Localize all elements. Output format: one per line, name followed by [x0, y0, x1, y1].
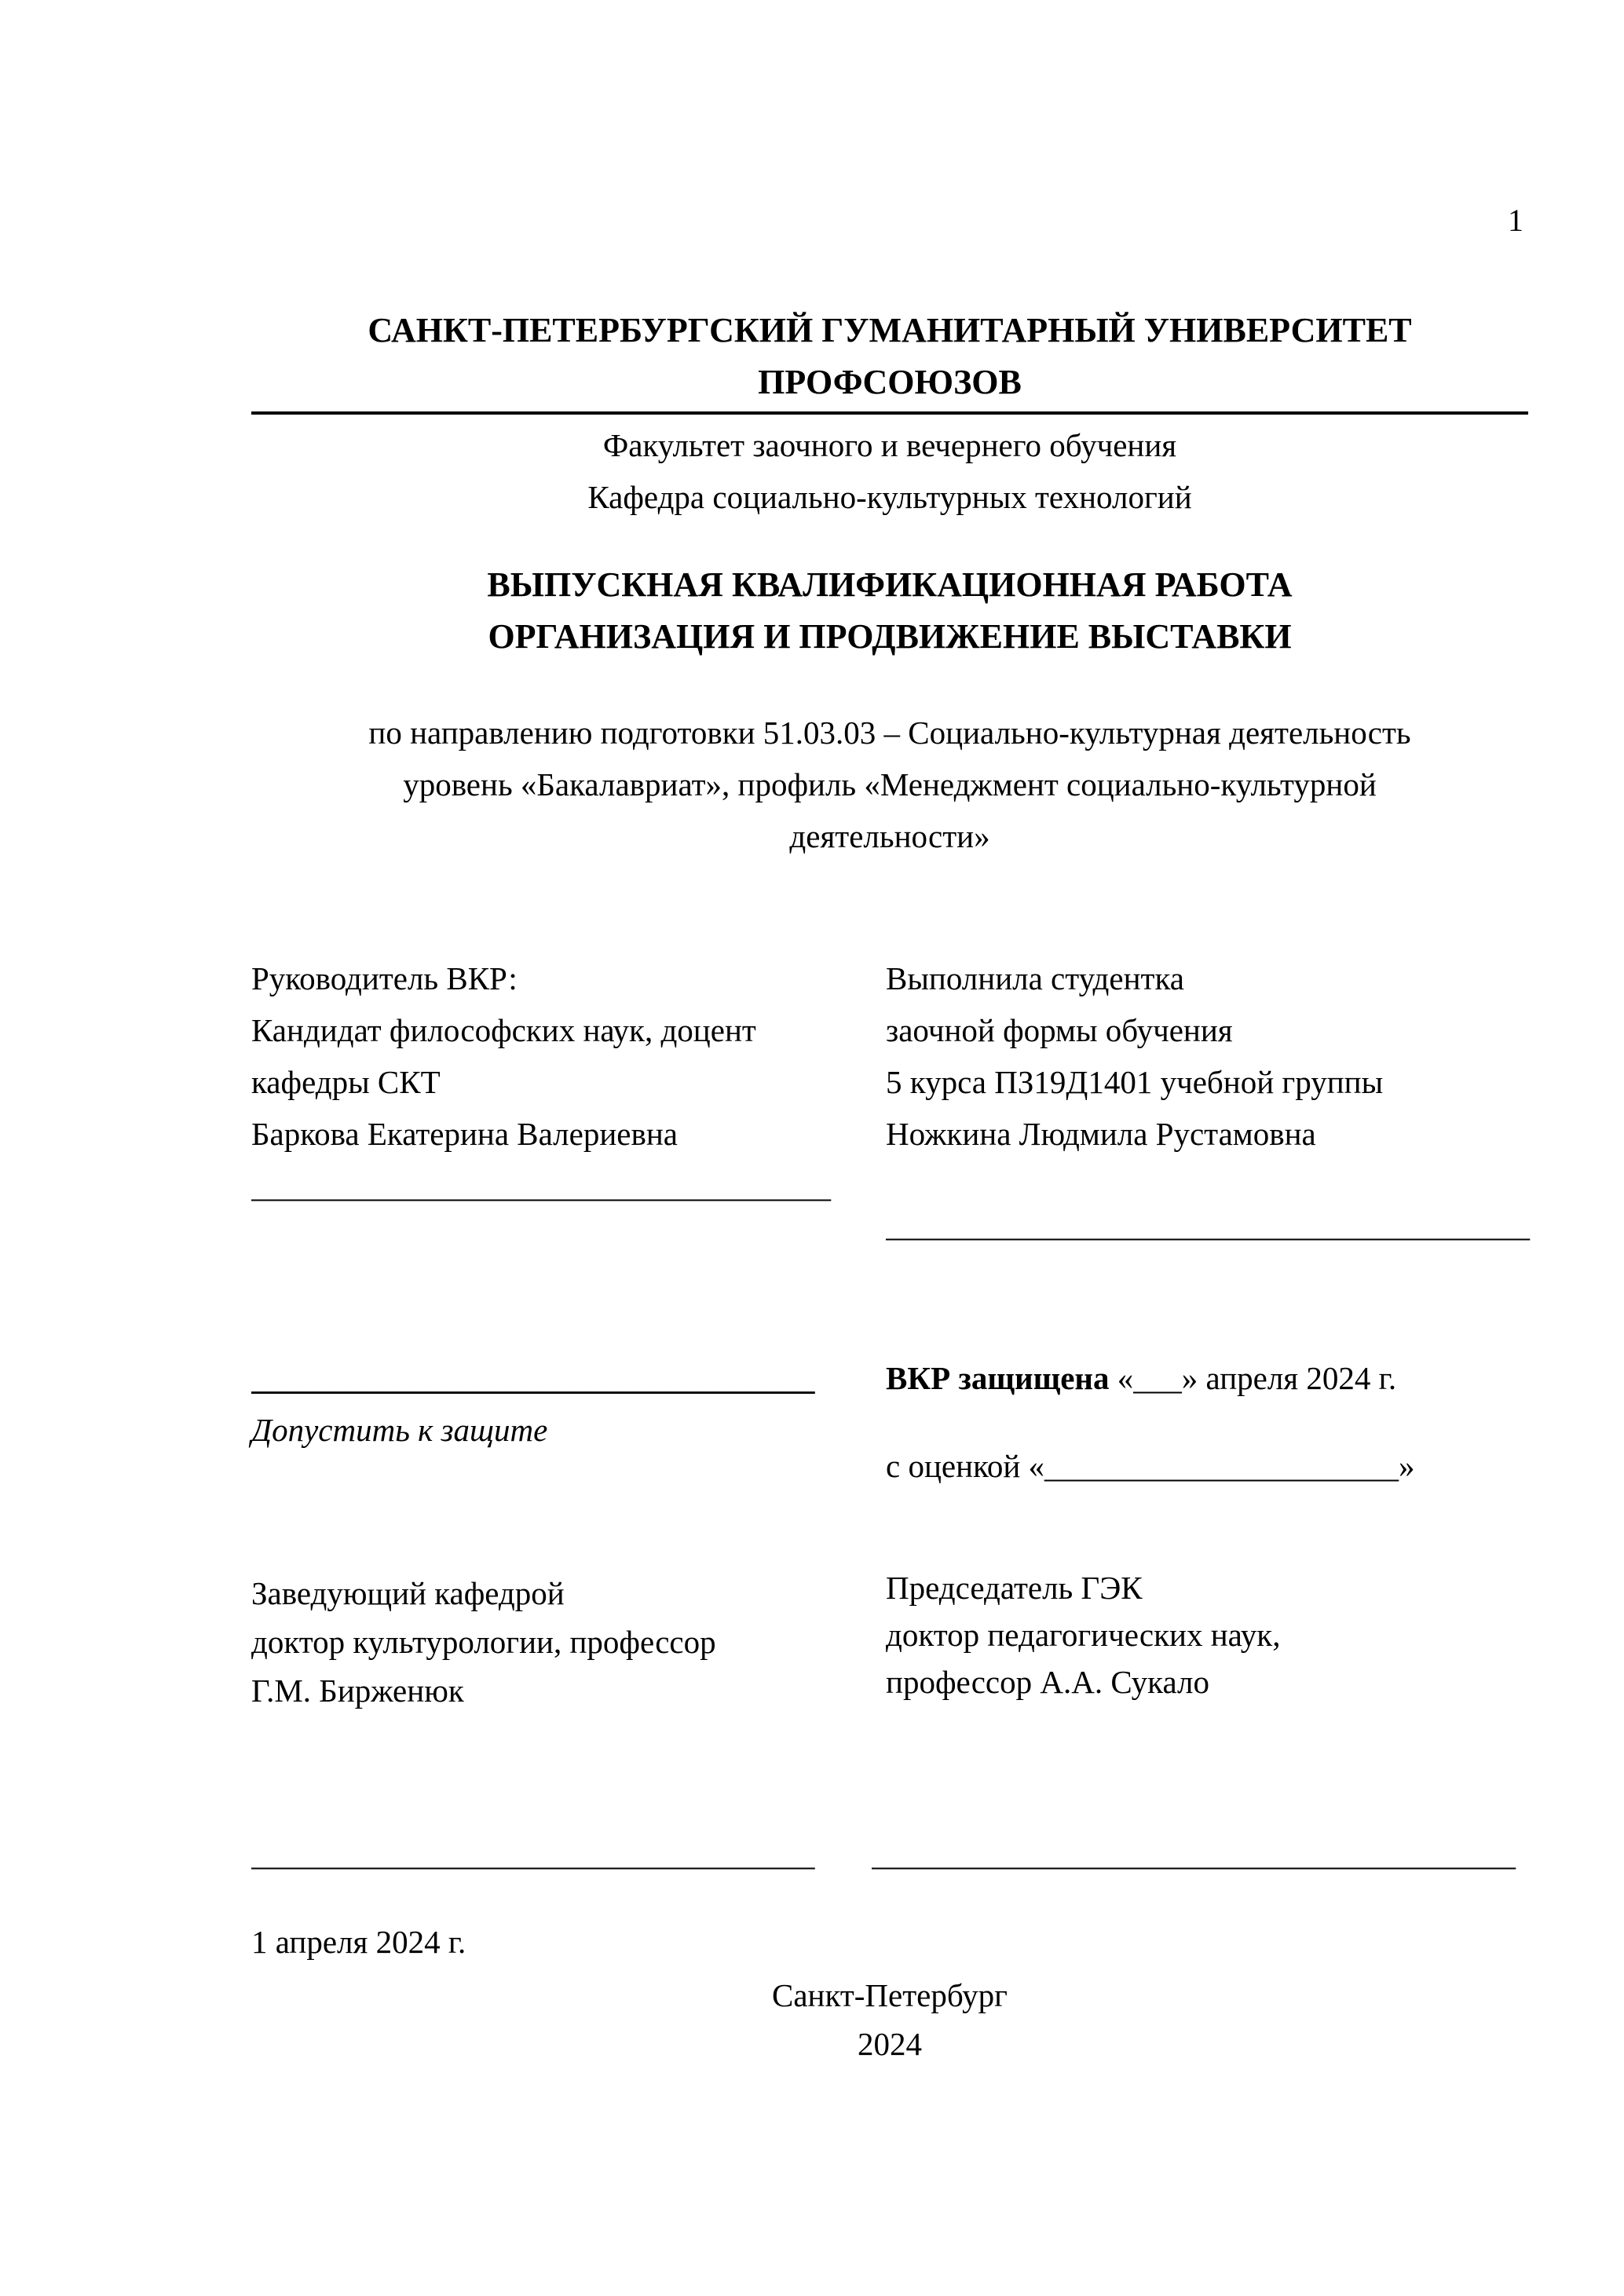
admission-label: Допустить к защите	[251, 1412, 548, 1448]
defense-block	[886, 1352, 1538, 1492]
thesis-title-line2: ОРГАНИЗАЦИЯ И ПРОДВИЖЕНИЕ ВЫСТАВКИ	[488, 617, 1292, 656]
chairman-block	[886, 1564, 1538, 1706]
supervisor-name: Баркова Екатерина Валериевна	[251, 1116, 678, 1152]
university-name-line2: ПРОФСОЮЗОВ	[758, 363, 1022, 401]
footer-date: 1 апреля 2024 г.	[251, 1924, 466, 1960]
head-of-department-block	[251, 1569, 856, 1715]
department-line: Кафедра социально-культурных технологий	[587, 479, 1192, 515]
student-group: 5 курса ПЗ19Д1401 учебной группы	[886, 1064, 1384, 1100]
chairman-signature-line: ________________________________________	[872, 1836, 1516, 1872]
header-rule	[251, 411, 1528, 415]
student-signature-line: ________________________________________	[886, 1207, 1530, 1243]
head-signature-line: ___________________________________	[251, 1836, 815, 1872]
program-direction: по направлению подготовки 51.03.03 – Социально-культурная деятельность	[368, 715, 1411, 751]
head-degree: доктор культурологии, профессор	[251, 1624, 716, 1660]
supervisor-block	[251, 952, 856, 1212]
page-number: 1	[1508, 203, 1523, 238]
footer-city-year	[251, 1971, 1528, 2068]
supervisor-label: Руководитель ВКР:	[251, 960, 518, 996]
supervisor-degree: Кандидат философских наук, доцент	[251, 1012, 756, 1048]
thesis-title	[251, 559, 1528, 663]
defense-grade-line: с оценкой «______________________»	[886, 1448, 1415, 1484]
head-name: Г.М. Бирженюк	[251, 1673, 464, 1709]
university-name-line1: САНКТ-ПЕТЕРБУРГСКИЙ ГУМАНИТАРНЫЙ УНИВЕРСИТЕТ	[368, 311, 1412, 349]
student-block	[886, 952, 1538, 1251]
student-role: Выполнила студентка	[886, 960, 1184, 996]
supervisor-signature-line: ____________________________________	[251, 1168, 831, 1204]
chairman-title: Председатель ГЭК	[886, 1570, 1143, 1606]
document-header	[251, 305, 1528, 523]
thesis-title-line1: ВЫПУСКНАЯ КВАЛИФИКАЦИОННАЯ РАБОТА	[487, 565, 1293, 604]
program-level: уровень «Бакалавриат», профиль «Менеджмент социально-культурной	[403, 766, 1377, 803]
defense-statement-rest: «___» апреля 2024 г.	[1109, 1360, 1397, 1396]
admission-signature-line: ___________________________________	[251, 1360, 815, 1396]
head-title: Заведующий кафедрой	[251, 1575, 565, 1611]
supervisor-department: кафедры СКТ	[251, 1064, 441, 1100]
student-name: Ножкина Людмила Рустамовна	[886, 1116, 1316, 1152]
student-form: заочной формы обучения	[886, 1012, 1233, 1048]
faculty-line: Факультет заочного и вечернего обучения	[602, 427, 1177, 463]
defense-statement	[886, 1352, 1538, 1404]
footer-year: 2024	[858, 2026, 922, 2062]
program-info	[251, 707, 1528, 862]
footer-city: Санкт-Петербург	[772, 1977, 1008, 2013]
chairman-degree: доктор педагогических наук,	[886, 1617, 1281, 1653]
defense-statement-bold: ВКР защищена	[886, 1360, 1110, 1396]
chairman-name: профессор А.А. Сукало	[886, 1664, 1209, 1700]
program-level-cont: деятельности»	[789, 818, 990, 854]
admission-block	[251, 1352, 856, 1456]
